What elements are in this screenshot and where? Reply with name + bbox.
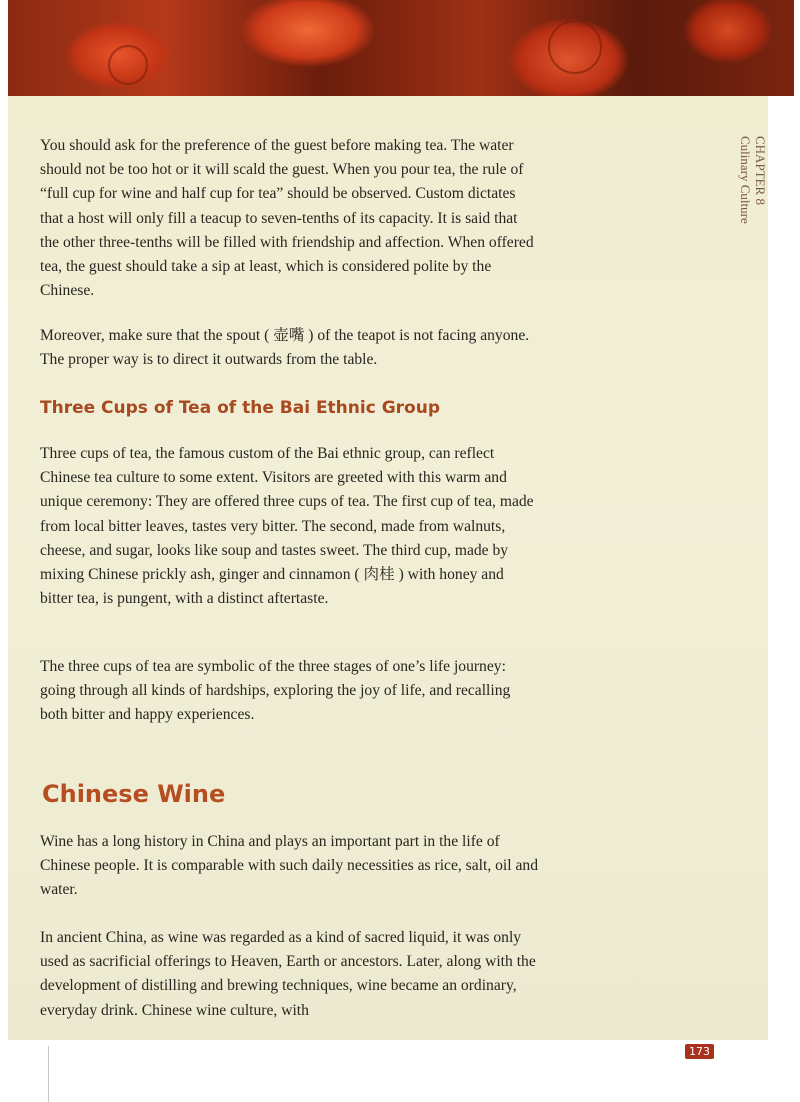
chapter-side-tab <box>738 136 768 224</box>
paragraph-bai-symbolic: The three cups of tea are symbolic of the three stages of one’s life journey: going through all kinds of hardships, exploring the joy of life, and recalling both bitter and happy experiences. <box>40 658 511 724</box>
chapter-title: Culinary Culture <box>738 136 753 224</box>
chapter-number: CHAPTER 8 <box>753 136 768 205</box>
header-photo-lanterns <box>8 0 794 96</box>
page-number-badge: 173 <box>685 1044 714 1059</box>
binding-line <box>48 1046 49 1102</box>
lantern-decoration <box>548 20 602 74</box>
paragraph-spout: Moreover, make sure that the spout ( 壶嘴 ) of the teapot is not facing anyone. The proper way is to direct it outwards from the table. <box>40 327 530 369</box>
heading-chinese-wine: Chinese Wine <box>42 780 226 808</box>
heading-bai-tea: Three Cups of Tea of the Bai Ethnic Group <box>40 398 440 418</box>
paragraph-tea-etiquette: You should ask for the preference of the guest before making tea. The water should not be too hot or it will scald the guest. When you pour tea, the rule of “full cup for wine and half cup for tea” should be observed. Custom dictates that a host will only fill a teacup to seven-tenths of its capacity. It is said that the other three-tenths will be filled with friendship and affection. When offered tea, the guest should take a sip at least, which is considered polite by the Chinese. <box>40 137 534 300</box>
lantern-decoration <box>108 45 148 85</box>
paragraph-wine-history: In ancient China, as wine was regarded as a kind of sacred liquid, it was only used as sacrificial offerings to Heaven, Earth or ancestors. Later, along with the development of distilling and brewing techniques, wine became an ordinary, everyday drink. Chinese wine culture, with <box>40 929 536 1019</box>
paragraph-bai-intro: Three cups of tea, the famous custom of the Bai ethnic group, can reflect Chinese tea culture to some extent. Visitors are greeted with this warm and unique ceremony: They are offered three cups of tea. The first cup of tea, made from local bitter leaves, tastes very bitter. The second, made from walnuts, cheese, and sugar, looks like soup and tastes sweet. The third cup, made by mixing Chinese prickly ash, ginger and cinnamon ( 肉桂 ) with honey and bitter tea, is pungent, with a distinct aftertaste. <box>40 445 534 608</box>
paragraph-wine-intro: Wine has a long history in China and plays an important part in the life of Chinese people. It is comparable with such daily necessities as rice, salt, oil and water. <box>40 833 538 899</box>
